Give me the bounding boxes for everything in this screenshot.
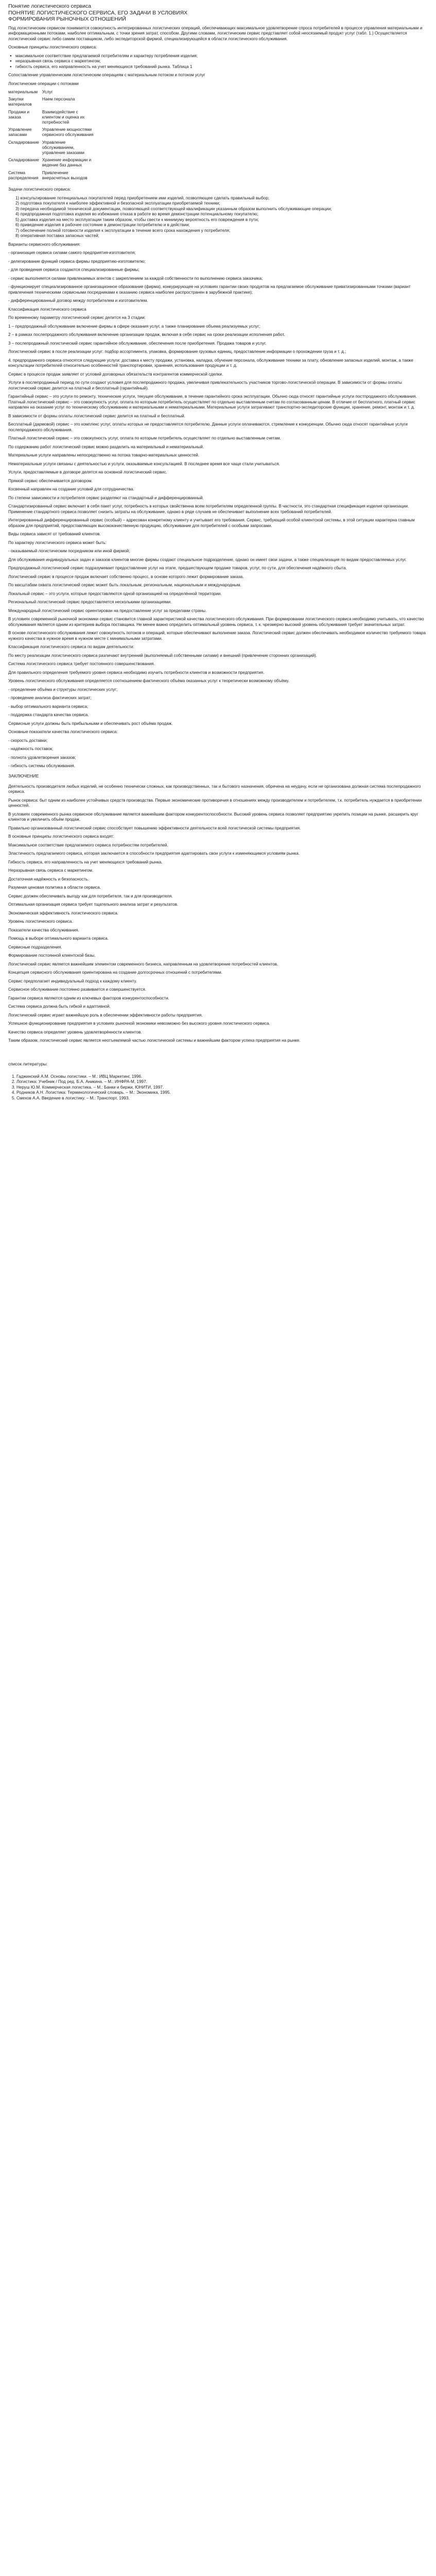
list-item: 3) передача необходимой технической документации, позволяющей соответствующей квалификации указанным образом выполнить обслуживающие операции; xyxy=(15,206,332,211)
paragraph: Сервис в процессе продаж заявляет от условий договорных обязательств контрагентов коммерческой сделки. xyxy=(8,371,223,377)
reference-item: 3. Неруш Ю.М. Коммерческая логистика. – М.: Банки и биржи, ЮНИТИ, 1997. xyxy=(16,1085,430,1091)
references-list xyxy=(8,1074,430,1101)
paragraph: Локальный сервис – это услуги, которые предоставляются одной организацией на определённой территории. xyxy=(8,591,222,596)
paragraph: Эластичность предлагаемого сервиса, которая заключается в способности предприятия адаптировать свои услуги к изменяющимся условиям рынка. xyxy=(8,851,300,856)
variant-item: - организация сервиса силами самого предприятия-изготовителя; xyxy=(8,250,136,256)
list-item: ● неразрывная связь сервиса с маркетингом; xyxy=(8,59,430,64)
paragraph: Система логистического сервиса требует постоянного совершенствования. xyxy=(8,662,155,667)
paragraph: Сервис предполагает индивидуальный подход к каждому клиенту. xyxy=(8,978,137,984)
table-cell: Складирование xyxy=(8,158,39,163)
paragraph: Интегрированный дифференцированный сервис (особый) – адресован конкретному клиенту и учитывает его требования. Сервис, требующий особой клиентской системы, в этой ситуации характерна главным образом для предприятий, предоставляющих высококачественную продукцию, обслуживание для потребителей с особыми запросами. xyxy=(8,518,415,528)
paragraph: Услуги, предоставляемые в договоре делятся на основной логистический сервис. xyxy=(8,470,167,475)
paragraph: Уровень логистического обслуживания определяется соотношением фактического объёма оказанных услуг к теоретически возможному объёму. xyxy=(8,679,289,684)
reference-item: 4. Родников А.Н. Логистика: Терминологический словарь. – М.: Экономика, 1995. xyxy=(16,1090,430,1096)
table-cell: Управление мощностями сервисного обслуживания xyxy=(42,127,94,138)
document-heading-line-1: ПОНЯТИЕ ЛОГИСТИЧЕСКОГО СЕРВИСА, ЕГО ЗАДАЧИ В УСЛОВИЯХ xyxy=(8,9,188,16)
paragraph: - определение объёма и структуры логистических услуг; xyxy=(8,687,118,692)
paragraph: Уровень логистического сервиса. xyxy=(8,919,73,924)
tasks-title: Задачи логистического сервиса: xyxy=(8,187,71,192)
variant-item: - делегирование функций сервиса фирмы предприятию-изготовителю; xyxy=(8,259,146,264)
list-item: ● гибкость сервиса, его направленность на учет меняющихся требований рынка. Таблица 1 xyxy=(8,64,430,70)
paragraph: - поддержка стандарта качества сервиса. xyxy=(8,713,89,718)
paragraph: Виды сервиса зависят от требований клиентов. xyxy=(8,532,101,537)
table-cell: Система распределения xyxy=(8,170,39,180)
paragraph: 1 – предпродажный обслуживание включение фирмы в сфере оказания услуг, а также планирование объема реализуемых услуг; xyxy=(8,324,260,329)
paragraph: 2 – в рамках послепродажного обслуживания включение организации продаж, включая в себя сервис на сроки реализации исполнения работ. xyxy=(8,332,285,337)
table-row xyxy=(8,171,97,183)
conclusion-section xyxy=(8,784,430,1044)
reference-item: 1. Гаджинский А.М. Основы логистики. – М.: ИВЦ Маркетинг, 1996. xyxy=(16,1074,430,1080)
paragraph: Достаточная надёжность и безопасность. xyxy=(8,876,89,882)
table-row xyxy=(8,97,97,109)
list-item: 5) доставка изделия на место эксплуатации таким образом, чтобы свести к минимуму вероятность его повреждения в пути; xyxy=(15,217,259,222)
variant-item: - для проведения сервиса создаются специализированные фирмы; xyxy=(8,267,139,273)
list-item: 7) обеспечение полной готовности изделия к эксплуатации в течение всего срока нахождения у потребителя; xyxy=(15,228,231,233)
table-cell: Закупки материалов xyxy=(8,97,32,107)
paragraph: Рынок сервиса: быт одним из наиболее устойчивых средств производства. Первые экономические противоречия в отношениях между производителем и потребителем, т.к. потребитель нуждается в приобретении ценностей. xyxy=(8,798,422,808)
paragraph: Бесплатный (дармовой) сервис – это комплекс услуг, оплаты которых не предоставляется потребителю. Данные услуги оплачиваются, стремление к конкуренции. Обычно сюда относят гарантийные услуги послепродажного обслуживания. xyxy=(8,422,408,432)
table-header-cell: Услуг xyxy=(42,90,53,94)
paragraph: Логистический сервис играет важнейшую роль в обеспечении эффективности работы предприятия. xyxy=(8,1012,203,1018)
principles-title: Основные принципы логистического сервиса: xyxy=(8,45,97,49)
classification-section xyxy=(8,315,430,769)
table-cell: Хранение информации и ведение баз данных xyxy=(42,158,92,168)
paragraph: В основные принципы логистического сервиса входят: xyxy=(8,834,114,839)
paragraph: Концепция сервисного обслуживания ориентирована на создание долгосрочных отношений с потребителями. xyxy=(8,970,222,975)
intro-paragraph: Под логистическим сервисом понимается совокупность интегрированных логистических операций, обеспечивающих максимальное удовлетворение спроса потребителей в процессе управления материальными и информационными потоками, наиболее оптимальным, с точки зрения затрат, способом. Другими словами, логистическим сервис представляет собой неосязаемый продукт услуг (табл. 1.) Осуществляется логистический сервис либо самим поставщиком, либо экспедиторской фирмой, специализирующейся в области логистического обслуживания. xyxy=(8,25,423,41)
table-cell: Наем персонала xyxy=(42,97,75,102)
reference-item: 2. Логистика: Учебник / Под ред. Б.А. Аникина. – М.: ИНФРА-М, 1997. xyxy=(16,1079,430,1085)
paragraph: 3 – послепродажный логистический сервис гарантийное обслуживание, обеспечения после приобретения. Продажа товаров и услуг. xyxy=(8,341,267,346)
table-cell: Управление обслуживанием, управление заказами xyxy=(42,140,84,156)
paragraph: - выбор оптимального варианта сервиса; xyxy=(8,704,89,709)
list-item: 8) оперативная поставка запасных частей; xyxy=(15,233,99,239)
paragraph: По масштабам охвата логистический сервис может быть локальным, региональным, национальным и международным. xyxy=(8,583,241,588)
tasks-list xyxy=(8,196,430,239)
document-title: Понятие логистического сервиса xyxy=(8,3,91,9)
paragraph: Логистический сервис в процессе продаж включает собственно процесс, в основе которого лежит формирование заказа. xyxy=(8,574,244,579)
document-title-block xyxy=(8,3,430,23)
paragraph: Помощь в выборе оптимального варианта сервиса. xyxy=(8,936,109,941)
paragraph: - оказываемый логистическим посредником или иной фирмой; xyxy=(8,549,130,554)
list-item: 1) консультирование потенциальных покупателей перед приобретением ими изделий, позволяющее сделать правильный выбор; xyxy=(15,195,270,200)
paragraph: Формирование постоянной клиентской базы. xyxy=(8,953,96,958)
paragraph: Основные показатели качества логистического сервиса: xyxy=(8,730,118,735)
table-row xyxy=(8,110,97,128)
variants-list xyxy=(8,250,430,312)
paragraph: Материальные услуги направлены непосредственно на потока товарно-материальных ценностей. xyxy=(8,453,199,458)
paragraph: Качество сервиса определяет уровень удовлетворённости клиентов. xyxy=(8,1029,142,1035)
variant-item: - дифференцированный договор между потребителем и изготовителем. xyxy=(8,298,148,303)
paragraph: Система сервиса должна быть гибкой и адаптивной. xyxy=(8,1004,111,1009)
paragraph: Показатели качества обслуживания. xyxy=(8,927,79,933)
paragraph: Логистический сервис в после реализации услуг: подбор ассортимента, упаковка, формирование грузовых единиц, предоставление информации о прохождении груза и т. д.; xyxy=(8,349,346,354)
paragraph: Неразрывная связь сервиса с маркетингом. xyxy=(8,868,94,873)
table-row xyxy=(8,158,97,170)
table-cell: Продажи и заказа xyxy=(8,109,30,120)
paragraph: Стандартизированный сервис включает в себя пакет услуг, потребность в которых свойственна всем потребителям определенной группы. В частности, это стандартная спецификация изделия организации. Применение стандартного сервиса позволяет снизить затраты на обслуживание, однако в ряде случаев не обеспечивает выполнение всех требований потребителей. xyxy=(8,504,409,514)
paragraph: - полнота удовлетворения заказов; xyxy=(8,755,76,760)
variant-item: - функционирует специализированное организационное образование (фирма), конкурирующее на условиях гарантии своих продуктов на предлагаемое обслуживание приватизированными точками (вариант привлечения техническими сервисными посредниками к оказанию сервиса наиболее распространен в зарубежной практике); xyxy=(8,284,411,295)
paragraph: Сервисные услуги должны быть прибыльными и обеспечивать рост объёма продаж. xyxy=(8,721,173,726)
paragraph: В условиях современного рынка сервисное обслуживание является важнейшим фактором конкурентоспособности. Высокий уровень сервиса позволяет предприятию укрепить позиции на рынке, расширить круг клиентов и увеличить объём продаж. xyxy=(8,811,418,822)
paragraph: В зависимости от формы оплаты логистический сервис делится на платный и бесплатный. xyxy=(8,413,185,418)
paragraph: - гибкость системы обслуживания. xyxy=(8,764,75,769)
paragraph: Нематериальные услуги связаны с деятельностью и услуги, оказываемые консультацией. В последнее время все чаще стали учитываться. xyxy=(8,461,280,466)
paragraph: В основе логистического обслуживания лежит совокупность потоков и операций, которые обеспечивают выполнение заказа. Логистический сервис должен обеспечивать необходимое количество требуемого товара нужного качества в нужное время в нужном месте с минимальными затратами. xyxy=(8,631,426,641)
list-item: 2) подготовка покупателя к наиболее эффективной и безопасной эксплуатации приобретаемой техники; xyxy=(15,201,220,206)
paragraph: Разумная ценовая политика в области сервиса. xyxy=(8,885,101,890)
paragraph: Гибкость сервиса, его направленность на учет меняющихся требований рынка. xyxy=(8,859,163,865)
table-cell: Привлечение внерасчетных выходов xyxy=(42,170,88,180)
references-heading: список литературы: xyxy=(8,1061,48,1066)
paragraph: Максимальное соответствие предлагаемого сервиса потребностям потребителей. xyxy=(8,842,168,848)
paragraph: Региональный логистический сервис предоставляется несколькими организациями. xyxy=(8,600,172,605)
table-header-cell: материальным xyxy=(8,90,38,94)
conclusion-heading: ЗАКЛЮЧЕНИЕ xyxy=(8,773,39,778)
list-item: ● максимальное соответствие предлагаемой потребителям и характеру потребления изделия; xyxy=(8,54,430,59)
paragraph: Гарантийный сервис – это услуги по ремонту, технические услуги, текущее обслуживание, в течение гарантийного срока эксплуатации. Обычно сюда относят гарантийные услуги постпродажного обслуживания. Платный логистический сервис – это совокупность услуг, оплата по которым потребитель осуществляет по отдельно выставленным счетам по согласованным ценам. В отличие от бесплатного, платный сервис направлен на оказание услуг по техническому обслуживанию и материальными и нематериальными. Материальные услуги затрагивают транспортно-экспедиторские функции, хранение, ремонт, монтаж и т. д. xyxy=(8,394,417,410)
paragraph: Успешное функционирование предприятия в условиях рыночной экономики невозможно без высокого уровня логистического сервиса. xyxy=(8,1021,270,1026)
paragraph: 4. предпродажного сервиса относятся следующие услуги: доставка к месту продажи, установка, наладка, обучение персонала, обслуживание техники за плату, обновление запасных изделий, монтаж, а также консультации потребителей относительно особенностей транспортировки, хранения, использования продукции и т. д. xyxy=(8,358,413,368)
document-heading-line-2: ФОРМИРОВАНИЯ РЫНОЧНЫХ ОТНОШЕНИЙ xyxy=(8,16,126,22)
paragraph: Логистический сервис является важнейшим элементом современного бизнеса, направленным на удовлетворение потребностей клиентов. xyxy=(8,961,278,967)
list-item: 6) приведение изделия в рабочее состояние в демонстрации потребителю и в действии; xyxy=(15,223,190,228)
variant-item: Классификация логистического сервиса xyxy=(8,307,86,312)
paragraph: Сервисные подразделения. xyxy=(8,944,62,950)
paragraph: Оптимальная организация сервиса требует тщательного анализа затрат и результатов. xyxy=(8,902,179,907)
paragraph: Косвенный направлен на создание условий для сотрудничества. xyxy=(8,487,134,492)
paragraph: Экономическая эффективность логистического сервиса. xyxy=(8,910,119,916)
reference-item: 5. Смехов А.А. Введение в логистику. – М.: Транспорт, 1993. xyxy=(16,1096,430,1101)
paragraph: Международный логистический сервис ориентирован на предоставление услуг за пределами страны. xyxy=(8,608,207,613)
paragraph: По степени зависимости и потребителя сервис разделяют на стандартный и дифференцированный. xyxy=(8,495,204,500)
paragraph: Прямой сервис обеспечивается договором. xyxy=(8,478,93,483)
table-cell: Взаимодействие с клиентом и оценка их потребностей xyxy=(42,109,85,125)
paragraph: - скорость доставки; xyxy=(8,738,48,743)
paragraph: По временному параметру логистический сервис делится на 3 стадии: xyxy=(8,315,146,320)
list-item: 4) предпродажная подготовка изделия во избежание отказа в работе во время демонстрации потенциальному покупателю; xyxy=(15,212,258,217)
paragraph: Классификация логистического сервиса по видам деятельности: xyxy=(8,645,134,650)
paragraph: Сервис должен обеспечивать выгоду как для потребителя, так и для производителя. xyxy=(8,893,173,899)
table-row xyxy=(8,140,97,158)
paragraph: Платный логистический сервис – это совокупность услуг, оплата по которым потребитель осуществляет по отдельно выставленным счетам. xyxy=(8,436,281,441)
paragraph: Таким образом, логистический сервис является неотъемлемой частью логистической системы и важнейшим фактором успеха предприятия на рынке. xyxy=(8,1038,301,1043)
table-cell: Управление запасами xyxy=(8,127,32,138)
table-cell: Складирование xyxy=(8,140,39,145)
logistics-operations-table xyxy=(8,90,97,183)
paragraph: Предпродажный логистический сервис подразумевает предоставление услуг на этапе, предшествующем продаже товаров, услуг, по сути, для обеспечения надёжного сбыта. xyxy=(8,566,347,571)
paragraph: Гарантии сервиса являются одним из ключевых факторов конкурентоспособности. xyxy=(8,995,169,1001)
paragraph: В условиях современной рыночной экономики сервис становится главной характеристикой качества логистического обслуживания. При формировании логистического сервиса необходимо учитывать, что качество обслуживания является одним из критериев выбора поставщика. Не менее важно определить оптимальный уровень сервиса, т. к. чрезмерно высокий уровень обслуживания требует значительных затрат. xyxy=(8,617,424,627)
paragraph: - проведение анализа фактических затрат; xyxy=(8,696,92,701)
paragraph: По месту реализации логистического сервиса различают внутренний (выполняемый собственными силами) и внешний (привлечение сторонних организаций). xyxy=(8,653,317,658)
table-caption: Сопоставление управленческим логистическим операциям с материальным потоком и потоком услуг xyxy=(8,73,205,77)
table-row xyxy=(8,127,97,140)
table-header-row xyxy=(8,90,97,97)
table-subcaption: Логистические операции с потоками xyxy=(8,81,79,86)
paragraph: Для правильного определения требуемого уровня сервиса необходимо изучить потребности клиентов и возможности предприятия. xyxy=(8,670,265,675)
paragraph: - надёжность поставок; xyxy=(8,747,54,752)
variants-title: Варианты сервисного обслуживания: xyxy=(8,242,81,247)
paragraph: По характеру логистического сервиса может быть: xyxy=(8,540,107,545)
principles-list xyxy=(8,54,430,70)
paragraph: Сервисное обслуживание постоянно развивается и совершенствуется. xyxy=(8,987,146,992)
variant-item: - сервис выполняется силами привлекаемых агентов с закреплением за каждой собственности по выполнению сервиса заказчика; xyxy=(8,276,263,281)
paragraph: Правильно организованный логистический сервис способствует повышению эффективности деятельности всей логистической системы предприятия. xyxy=(8,825,301,831)
paragraph: Деятельность производителя любых изделий, не особенно технически сложных, как производственных, так и бытового назначения, обречена на неудачу, если не организована должная система послепродажного сервиса. xyxy=(8,784,421,794)
paragraph: Услуги в послепродажный период по сути создают условия для послепродажного продажа, увеличивая привлекательность участников торгово-логистической операции. В зависимости от формы оплаты логистический сервис делится на платный и бесплатный (гарантийный). xyxy=(8,380,402,391)
paragraph: По содержанию работ логистический сервис можно разделить на материальный и нематериальный. xyxy=(8,444,204,449)
paragraph: Для обслуживания индивидуальных задач и заказов клиентов многие фирмы создают специальное подразделение, однако он имеет свои задачи, а также специализация по видам предоставляемых услуг. xyxy=(8,557,407,562)
